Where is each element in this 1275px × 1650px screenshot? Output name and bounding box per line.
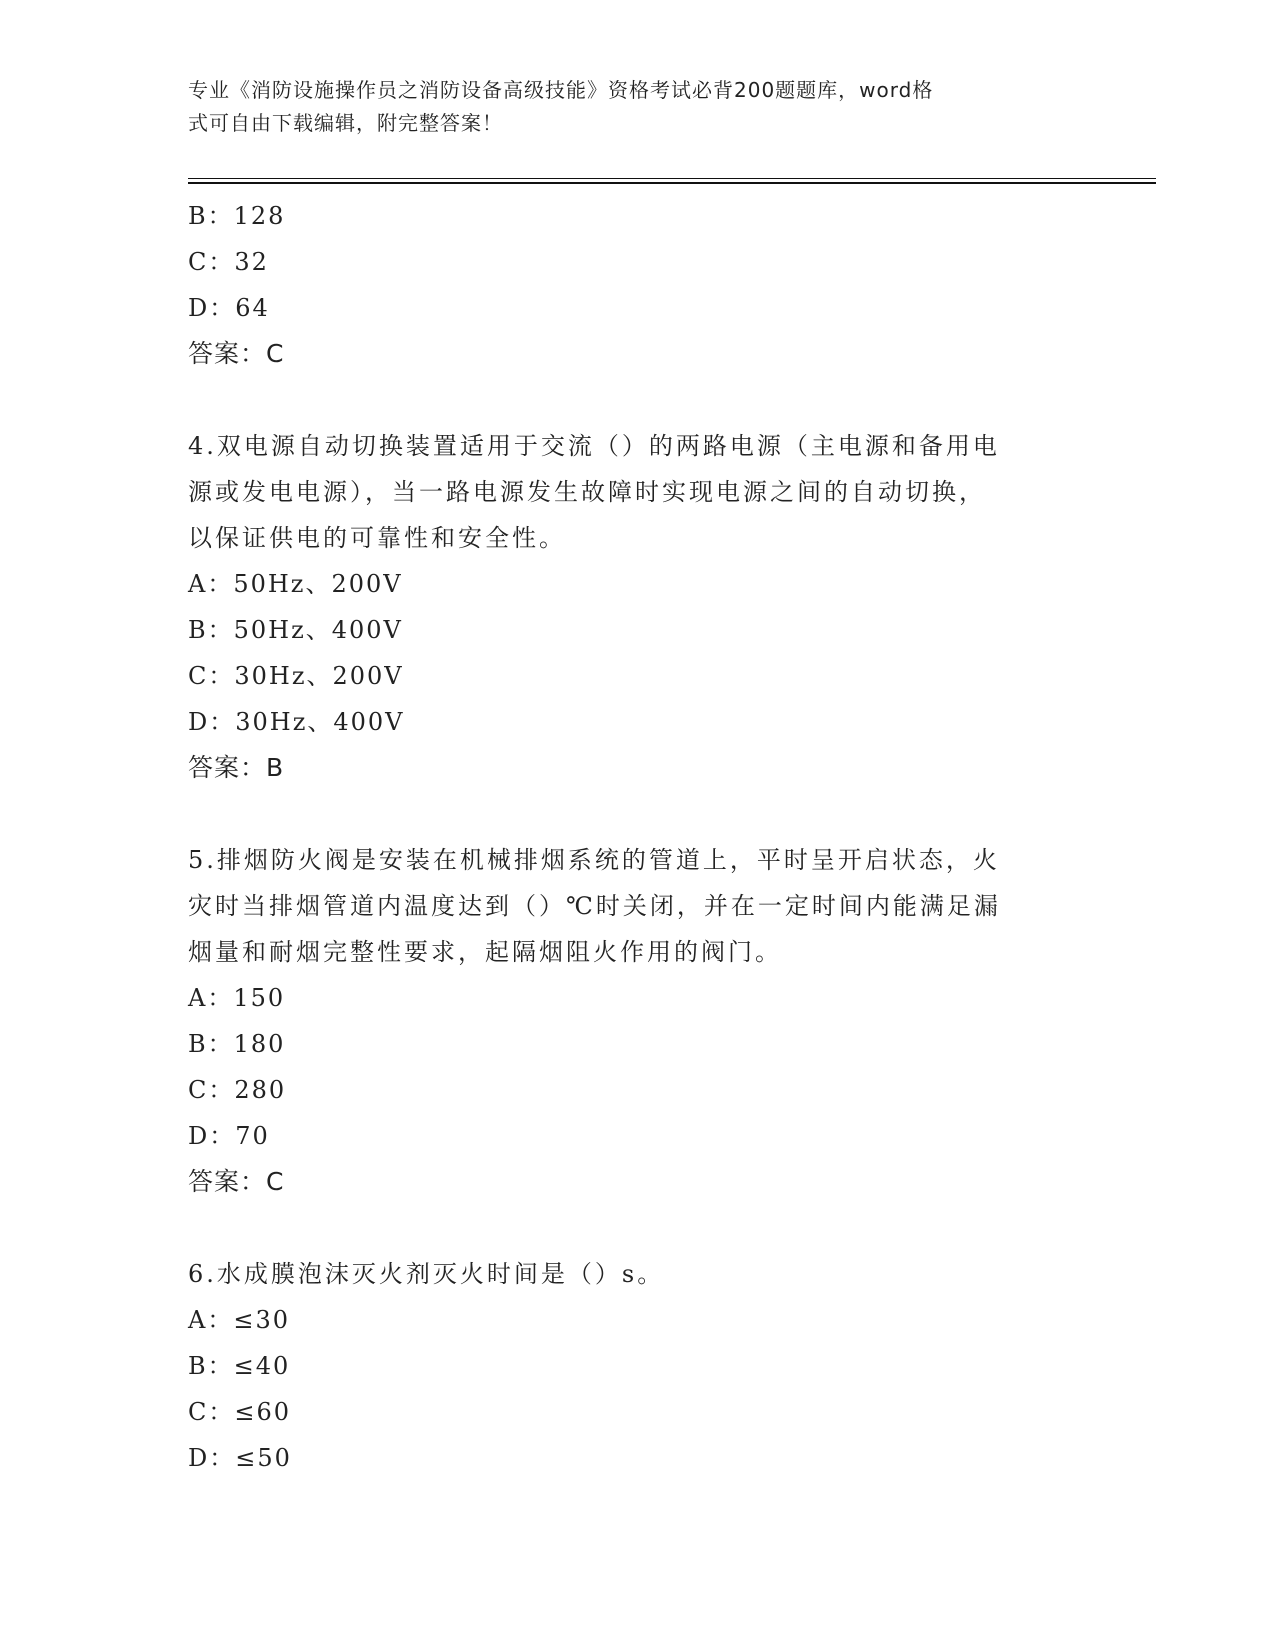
question-text-line: 源或发电电源），当一路电源发生故障时实现电源之间的自动切换， xyxy=(188,478,986,506)
question-text-line: 以保证供电的可靠性和安全性。 xyxy=(188,524,566,552)
option-b: B：50Hz、400V xyxy=(188,616,403,644)
option-c: C：280 xyxy=(188,1076,287,1104)
option-c: C：30Hz、200V xyxy=(188,662,404,690)
question-text-line: 烟量和耐烟完整性要求，起隔烟阻火作用的阀门。 xyxy=(188,938,782,966)
option-d: D：30Hz、400V xyxy=(188,708,405,736)
spacer xyxy=(188,791,1068,837)
header-divider-thin xyxy=(188,178,1156,179)
option-d: D：≤50 xyxy=(188,1444,292,1472)
question-3-block xyxy=(188,193,1068,377)
option-d: D：70 xyxy=(188,1122,270,1150)
answer-line: 答案：B xyxy=(188,753,285,782)
header-line-1: 专业《消防设施操作员之消防设备高级技能》资格考试必背200题题库，word格 xyxy=(188,78,934,102)
question-text-line: 4.双电源自动切换装置适用于交流（）的两路电源（主电源和备用电 xyxy=(188,432,1000,460)
question-text-line: 灾时当排烟管道内温度达到（）℃时关闭，并在一定时间内能满足漏 xyxy=(188,892,1001,920)
spacer xyxy=(188,377,1068,423)
header-divider-thick xyxy=(188,182,1156,184)
answer-line: 答案：C xyxy=(188,1167,285,1196)
question-text-line: 6.水成膜泡沫灭火剂灭火时间是（）s。 xyxy=(188,1260,665,1288)
option-a: A：150 xyxy=(188,984,286,1012)
question-5-block xyxy=(188,837,1068,1205)
spacer xyxy=(188,1205,1068,1251)
option-b: B：≤40 xyxy=(188,1352,291,1380)
header-line-2: 式可自由下载编辑，附完整答案！ xyxy=(188,111,503,135)
option-c: C：32 xyxy=(188,248,269,276)
option-b: B：128 xyxy=(188,202,286,230)
question-text-line: 5.排烟防火阀是安装在机械排烟系统的管道上，平时呈开启状态，火 xyxy=(188,846,1000,874)
question-content xyxy=(188,193,1068,1481)
option-a: A：≤30 xyxy=(188,1306,290,1334)
question-6-block xyxy=(188,1251,1068,1481)
option-c: C：≤60 xyxy=(188,1398,292,1426)
document-header xyxy=(188,74,1068,140)
option-d: D：64 xyxy=(188,294,270,322)
option-a: A：50Hz、200V xyxy=(188,570,403,598)
option-b: B：180 xyxy=(188,1030,286,1058)
question-4-block xyxy=(188,423,1068,791)
answer-line: 答案：C xyxy=(188,339,285,368)
